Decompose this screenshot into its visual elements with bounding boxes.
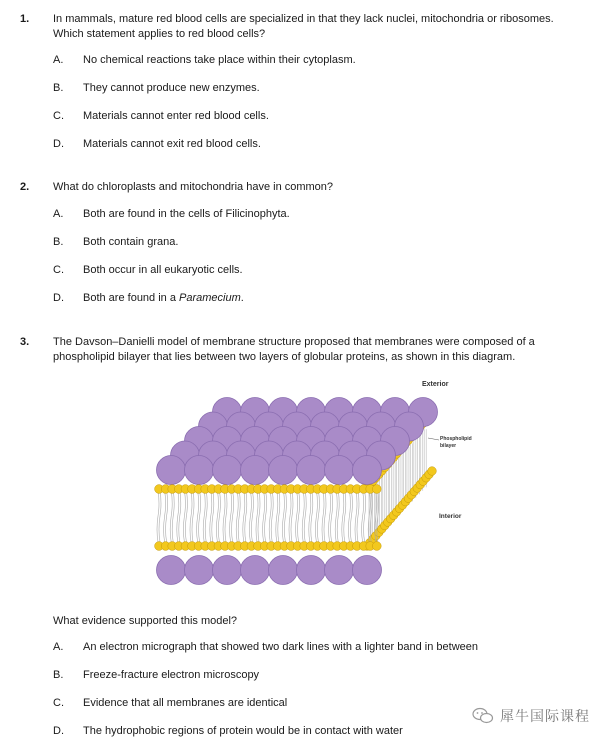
option-text: No chemical reactions take place within their cytoplasm. bbox=[83, 54, 356, 66]
front-lipid-tail bbox=[177, 490, 179, 542]
option-1a[interactable] bbox=[0, 54, 611, 70]
front-lipid-tail bbox=[298, 490, 300, 542]
front-lipid-tail bbox=[355, 490, 357, 542]
bottom-protein bbox=[297, 556, 326, 585]
front-lipid-tail bbox=[223, 490, 225, 542]
front-head-top bbox=[372, 485, 381, 494]
front-head-bottom bbox=[372, 542, 381, 551]
top-protein bbox=[269, 456, 298, 485]
front-lipid-tail bbox=[232, 490, 234, 542]
front-lipid-tail bbox=[245, 490, 247, 542]
question-number: 1. bbox=[20, 13, 30, 25]
option-letter: A. bbox=[53, 641, 64, 653]
question-number: 3. bbox=[20, 336, 30, 348]
front-lipid-tail bbox=[357, 490, 359, 542]
front-lipid-tail bbox=[342, 490, 344, 542]
option-1c[interactable] bbox=[0, 110, 611, 126]
front-lipid-tail bbox=[324, 490, 326, 542]
front-lipid-tail bbox=[218, 490, 220, 542]
front-lipid-tail bbox=[197, 490, 199, 542]
membrane-diagram bbox=[145, 378, 485, 590]
option-letter: D. bbox=[53, 292, 64, 304]
front-lipid-tail bbox=[205, 490, 207, 542]
front-lipid-tail bbox=[331, 490, 333, 542]
front-lipid-tail bbox=[302, 490, 304, 542]
option-3b[interactable] bbox=[0, 669, 611, 685]
front-lipid-tail bbox=[249, 490, 251, 542]
front-lipid-tail bbox=[276, 490, 278, 542]
front-lipid-tail bbox=[364, 490, 366, 542]
front-lipid-tail bbox=[329, 490, 331, 542]
front-lipid-tail bbox=[172, 490, 174, 542]
option-text bbox=[83, 292, 244, 304]
front-lipid-tail bbox=[258, 490, 260, 542]
front-lipid-tail bbox=[192, 490, 194, 542]
option-text: Materials cannot exit red blood cells. bbox=[83, 138, 261, 150]
label-bilayer: bilayer bbox=[440, 443, 457, 449]
front-lipid-tail bbox=[304, 490, 306, 542]
option-letter: C. bbox=[53, 697, 64, 709]
front-lipid-tail bbox=[311, 490, 313, 542]
davson-danielli-model bbox=[145, 378, 485, 590]
option-text-suffix: . bbox=[240, 292, 244, 304]
bottom-protein bbox=[157, 556, 186, 585]
front-lipid-tail bbox=[159, 490, 161, 542]
option-2a[interactable] bbox=[0, 208, 611, 224]
front-lipid-tail bbox=[282, 490, 284, 542]
bottom-globular-proteins bbox=[157, 556, 382, 585]
question-text: In mammals, mature red blood cells are specialized in that they lack nuclei, mitochondria or ribosomes. Which statement applies to red blood cells? bbox=[53, 13, 554, 40]
front-phospholipid-heads bbox=[155, 485, 382, 551]
option-text: An electron micrograph that showed two dark lines with a lighter band in between bbox=[83, 641, 479, 653]
front-lipid-tail bbox=[278, 490, 280, 542]
front-lipid-tail bbox=[337, 490, 339, 542]
bottom-protein bbox=[241, 556, 270, 585]
bottom-protein bbox=[213, 556, 242, 585]
front-lipid-tail bbox=[309, 490, 311, 542]
bottom-protein bbox=[325, 556, 354, 585]
front-lipid-tail bbox=[271, 490, 273, 542]
front-lipid-tail bbox=[317, 490, 319, 542]
front-lipid-tail bbox=[170, 490, 172, 542]
option-text: Both occur in all eukaryotic cells. bbox=[83, 264, 243, 276]
option-text: Materials cannot enter red blood cells. bbox=[83, 110, 269, 122]
option-letter: A. bbox=[53, 208, 64, 220]
front-lipid-tail bbox=[284, 490, 286, 542]
option-text-italic: Paramecium bbox=[179, 292, 241, 304]
front-lipid-tail bbox=[179, 490, 181, 542]
option-letter: A. bbox=[53, 54, 64, 66]
front-lipid-tail bbox=[269, 490, 271, 542]
label-exterior: Exterior bbox=[422, 381, 449, 388]
top-protein bbox=[157, 456, 186, 485]
front-lipid-tail bbox=[225, 490, 227, 542]
option-text: Both contain grana. bbox=[83, 236, 179, 248]
front-lipid-tail bbox=[296, 490, 298, 542]
front-lipid-tail bbox=[157, 490, 159, 542]
top-protein bbox=[241, 456, 270, 485]
option-1d[interactable] bbox=[0, 138, 611, 154]
top-protein bbox=[185, 456, 214, 485]
option-1b[interactable] bbox=[0, 82, 611, 98]
question-text: The Davson–Danielli model of membrane structure proposed that membranes were composed of a phospholipid bilayer that lies between two layers of globular proteins, as shown in this diagram. bbox=[53, 336, 535, 363]
label-phospholipid: Phospholipid bbox=[440, 436, 472, 442]
option-letter: C. bbox=[53, 264, 64, 276]
watermark-text: 犀牛国际课程 bbox=[500, 708, 590, 724]
top-protein bbox=[353, 456, 382, 485]
option-text: Evidence that all membranes are identical bbox=[83, 697, 288, 709]
front-lipid-tail bbox=[291, 490, 293, 542]
option-3a[interactable] bbox=[0, 641, 611, 657]
option-2b[interactable] bbox=[0, 236, 611, 252]
front-lipid-tail bbox=[251, 490, 253, 542]
front-lipid-tail bbox=[256, 490, 258, 542]
option-letter: B. bbox=[53, 669, 64, 681]
option-letter: D. bbox=[53, 138, 64, 150]
front-lipid-tail bbox=[315, 490, 317, 542]
option-letter: C. bbox=[53, 110, 64, 122]
front-lipid-tail bbox=[210, 490, 212, 542]
front-lipid-tail bbox=[238, 490, 240, 542]
option-2d[interactable] bbox=[0, 292, 611, 308]
front-bilayer bbox=[157, 490, 379, 542]
side-head-bottom bbox=[428, 467, 437, 476]
bottom-protein bbox=[185, 556, 214, 585]
front-lipid-tail bbox=[263, 490, 265, 542]
front-lipid-tail bbox=[344, 490, 346, 542]
front-lipid-tail bbox=[185, 490, 187, 542]
question-text: What do chloroplasts and mitochondria have in common? bbox=[53, 181, 334, 193]
front-lipid-tail bbox=[199, 490, 201, 542]
wechat-icon bbox=[472, 707, 494, 725]
bottom-protein bbox=[269, 556, 298, 585]
front-lipid-tail bbox=[348, 490, 350, 542]
followup-question: What evidence supported this model? bbox=[53, 615, 238, 627]
front-lipid-tail bbox=[166, 490, 168, 542]
front-lipid-tail bbox=[243, 490, 245, 542]
option-letter: B. bbox=[53, 236, 64, 248]
bottom-protein bbox=[353, 556, 382, 585]
option-text-prefix: Both are found in a bbox=[83, 292, 180, 304]
question-number: 2. bbox=[20, 181, 30, 193]
front-lipid-tail bbox=[164, 490, 166, 542]
front-lipid-tail bbox=[216, 490, 218, 542]
front-lipid-tail bbox=[183, 490, 185, 542]
front-lipid-tail bbox=[289, 490, 291, 542]
front-lipid-tail bbox=[190, 490, 192, 542]
top-protein bbox=[325, 456, 354, 485]
front-lipid-tail bbox=[350, 490, 352, 542]
option-2c[interactable] bbox=[0, 264, 611, 280]
front-lipid-tail bbox=[230, 490, 232, 542]
option-text: The hydrophobic regions of protein would be in contact with water bbox=[83, 725, 403, 737]
front-lipid-tail bbox=[212, 490, 214, 542]
option-letter: B. bbox=[53, 82, 64, 94]
option-text: Freeze-fracture electron microscopy bbox=[83, 669, 260, 681]
front-lipid-tail bbox=[322, 490, 324, 542]
pointer-line bbox=[428, 438, 439, 440]
label-interior: Interior bbox=[439, 513, 462, 520]
front-lipid-tail bbox=[203, 490, 205, 542]
top-protein bbox=[297, 456, 326, 485]
top-protein bbox=[213, 456, 242, 485]
front-lipid-tail bbox=[236, 490, 238, 542]
front-lipid-tail bbox=[265, 490, 267, 542]
front-lipid-tail bbox=[362, 490, 364, 542]
watermark bbox=[472, 705, 590, 727]
front-lipid-tail bbox=[335, 490, 337, 542]
option-letter: D. bbox=[53, 725, 64, 737]
option-text: They cannot produce new enzymes. bbox=[83, 82, 260, 94]
option-3d[interactable] bbox=[0, 725, 611, 741]
option-text: Both are found in the cells of Filicinophyta. bbox=[83, 208, 290, 220]
